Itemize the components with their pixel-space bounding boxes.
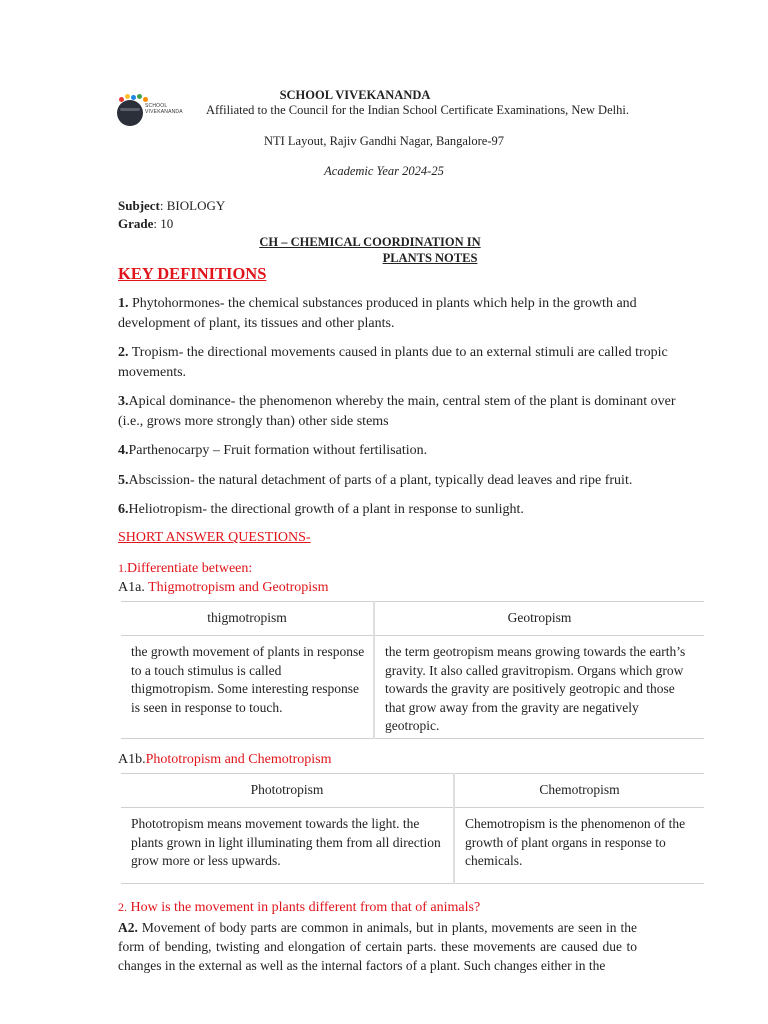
definitions-list <box>118 294 688 530</box>
question-2 <box>118 900 480 916</box>
question-1 <box>118 561 252 577</box>
table-header: thigmotropism <box>121 602 374 636</box>
answer-1a-title: Thigmotropism and Geotropism <box>148 580 329 595</box>
table-cell: the growth movement of plants in response to a touch stimulus is called thigmotropism. Some interesting response is seen in response to touch. <box>121 636 374 739</box>
answer-1a-heading <box>118 580 329 596</box>
chapter-title-line2: PLANTS NOTES <box>382 251 478 265</box>
definition-item: 1. Phytohormones- the chemical substances produced in plants which help in the growth and development of plant, its tissues and other plants. <box>118 296 637 331</box>
table-row <box>121 808 704 884</box>
chapter-title <box>220 234 520 266</box>
subject-label: Subject <box>118 198 160 213</box>
question-2-number: 2. <box>118 900 127 914</box>
answer-2-text: Movement of body parts are common in animals, but in plants, movements are seen in the form of bending, twisting and elongation of certain parts. these movements are caused due to changes in the external as well as the internal factors of a plant. Such changes either in the <box>118 920 637 973</box>
answer-1b-heading <box>118 752 332 768</box>
table-header: Phototropism <box>121 774 454 808</box>
question-1-text: Differentiate between: <box>127 561 253 576</box>
comparison-table-photo-chemo <box>121 773 704 884</box>
answer-2 <box>118 918 637 975</box>
affiliation-text: Affiliated to the Council for the Indian School Certificate Examinations, New Delhi. <box>206 103 629 117</box>
answer-1b-title: Phototropism and Chemotropism <box>145 752 332 767</box>
answer-1a-label: A1a. <box>118 580 145 595</box>
grade-line <box>118 216 173 232</box>
chapter-title-line1: CH – CHEMICAL COORDINATION IN <box>259 235 481 249</box>
definition-item: 3.Apical dominance- the phenomenon whereby the main, central stem of the plant is dominant over (i.e., grows more strongly than) other side stems <box>118 394 676 429</box>
short-answer-heading: SHORT ANSWER QUESTIONS- <box>118 530 311 545</box>
answer-2-label: A2. <box>118 920 138 935</box>
definition-item: 4.Parthenocarpy – Fruit formation without fertilisation. <box>118 443 428 458</box>
answer-1b-label: A1b. <box>118 752 146 767</box>
school-name: SCHOOL VIVEKANANDA <box>279 88 431 102</box>
definition-item: 6.Heliotropism- the directional growth of a plant in response to sunlight. <box>118 502 524 517</box>
definition-item: 5.Abscission- the natural detachment of parts of a plant, typically dead leaves and ripe fruit. <box>118 472 633 488</box>
table-cell: Chemotropism is the phenomenon of the growth of plant organs in response to chemicals. <box>454 808 704 884</box>
question-1-number: 1. <box>118 561 127 575</box>
table-cell: the term geotropism means growing towards the earth’s gravity. It also called gravitropism. Organs which grow towards the gravity are positively geotropic and those that grow away from the gravity are negatively geotropic. <box>374 636 704 739</box>
school-address: NTI Layout, Rajiv Gandhi Nagar, Bangalore-97 <box>263 134 505 148</box>
table-row <box>121 636 704 739</box>
grade-label: Grade <box>118 216 154 231</box>
subject-line <box>118 198 225 214</box>
question-2-text: How is the movement in plants different from that of animals? <box>127 900 481 915</box>
comparison-table-thigmo-geo <box>121 601 704 739</box>
table-header: Geotropism <box>374 602 704 636</box>
definition-item: 2. Tropism- the directional movements caused in plants due to an external stimuli are called tropic movements. <box>118 345 668 380</box>
key-definitions-heading: KEY DEFINITIONS <box>118 264 267 283</box>
subject-value: : BIOLOGY <box>159 198 226 213</box>
grade-value: : 10 <box>153 216 174 231</box>
academic-year: Academic Year 2024-25 <box>324 164 444 178</box>
table-cell: Phototropism means movement towards the light. the plants grown in light illuminating them from all direction grow more or less upwards. <box>121 808 454 884</box>
table-header: Chemotropism <box>454 774 704 808</box>
school-logo: SCHOOL VIVEKANANDA <box>113 92 169 132</box>
